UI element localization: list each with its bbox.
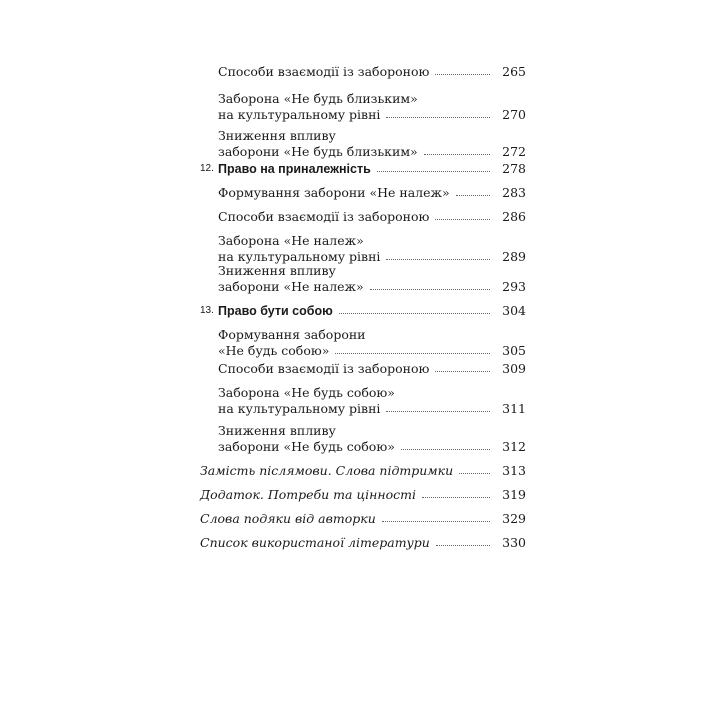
entry-title-line: заборони «Не будь близьким»: [218, 144, 418, 159]
page-number: 311: [502, 401, 526, 416]
entry-title-line: Зниження впливу: [218, 263, 336, 278]
entry-title-line: заборони «Не будь собою»: [218, 439, 395, 454]
page-number: 265: [502, 64, 526, 79]
dot-leader: [386, 410, 490, 412]
entry-title-line: Способи взаємодії із забороною: [218, 209, 430, 224]
dot-leader: [335, 352, 490, 354]
dot-leader: [401, 448, 490, 450]
chapter-number: 13.: [200, 305, 214, 316]
dot-leader: [435, 73, 490, 75]
page-number: 329: [502, 511, 526, 526]
dot-leader: [459, 472, 490, 474]
page-number: 309: [502, 361, 526, 376]
entry-title-line: Замість післямови. Слова підтримки: [200, 463, 454, 478]
page-number: 319: [502, 487, 526, 502]
dot-leader: [339, 312, 490, 314]
dot-leader: [435, 218, 490, 220]
entry-title-line: Заборона «Не належ»: [218, 233, 364, 248]
entry-title-line: Формування заборони: [218, 327, 366, 342]
toc-entry: [0, 209, 720, 225]
toc-entry: [0, 487, 720, 503]
entry-title-line: на культуральному рівні: [218, 401, 381, 416]
toc-entry: [0, 64, 720, 80]
page-number: 289: [502, 249, 526, 264]
chapter-title: Право бути собою: [218, 304, 333, 318]
dot-leader: [386, 116, 490, 118]
dot-leader: [370, 288, 490, 290]
toc-entry: [0, 233, 720, 265]
entry-title-line: Формування заборони «Не належ»: [218, 185, 450, 200]
page-number: 330: [502, 535, 526, 550]
toc-entry: [0, 511, 720, 527]
entry-title-line: заборони «Не належ»: [218, 279, 364, 294]
page-number: 313: [502, 463, 526, 478]
entry-title-line: на культуральному рівні: [218, 107, 381, 122]
entry-title-line: Способи взаємодії із забороною: [218, 64, 430, 79]
toc-entry: [0, 535, 720, 551]
toc-entry: [0, 361, 720, 377]
entry-title-line: Заборона «Не будь близьким»: [218, 91, 418, 106]
dot-leader: [377, 170, 490, 172]
dot-leader: [436, 544, 490, 546]
toc-entry: [0, 91, 720, 123]
dot-leader: [386, 258, 490, 260]
entry-title-line: на культуральному рівні: [218, 249, 381, 264]
toc-entry: [0, 128, 720, 160]
toc-chapter: [0, 161, 720, 177]
toc-entry: [0, 263, 720, 295]
entry-title-line: Зниження впливу: [218, 423, 336, 438]
chapter-number: 12.: [200, 163, 214, 174]
page-number: 286: [502, 209, 526, 224]
entry-title-line: Зниження впливу: [218, 128, 336, 143]
page-number: 305: [502, 343, 526, 358]
entry-title-line: Заборона «Не будь собою»: [218, 385, 395, 400]
entry-title-line: Список використаної літератури: [200, 535, 430, 550]
page-number: 293: [502, 279, 526, 294]
entry-title-line: Слова подяки від авторки: [200, 511, 376, 526]
toc-entry: [0, 327, 720, 359]
page-number: 312: [502, 439, 526, 454]
dot-leader: [382, 520, 490, 522]
entry-title-line: «Не будь собою»: [218, 343, 330, 358]
page-number: 270: [502, 107, 526, 122]
entry-title-line: Способи взаємодії із забороною: [218, 361, 430, 376]
dot-leader: [422, 496, 490, 498]
dot-leader: [456, 194, 490, 196]
dot-leader: [424, 153, 490, 155]
toc-entry: [0, 385, 720, 417]
entry-title-line: Додаток. Потреби та цінності: [200, 487, 417, 502]
chapter-title: Право на приналежність: [218, 162, 371, 176]
toc-chapter: [0, 303, 720, 319]
toc-entry: [0, 463, 720, 479]
toc-entry: [0, 185, 720, 201]
dot-leader: [435, 370, 490, 372]
toc-entry: [0, 423, 720, 455]
page-number: 304: [502, 303, 526, 318]
page-number: 278: [502, 161, 526, 176]
page-number: 283: [502, 185, 526, 200]
page-number: 272: [502, 144, 526, 159]
